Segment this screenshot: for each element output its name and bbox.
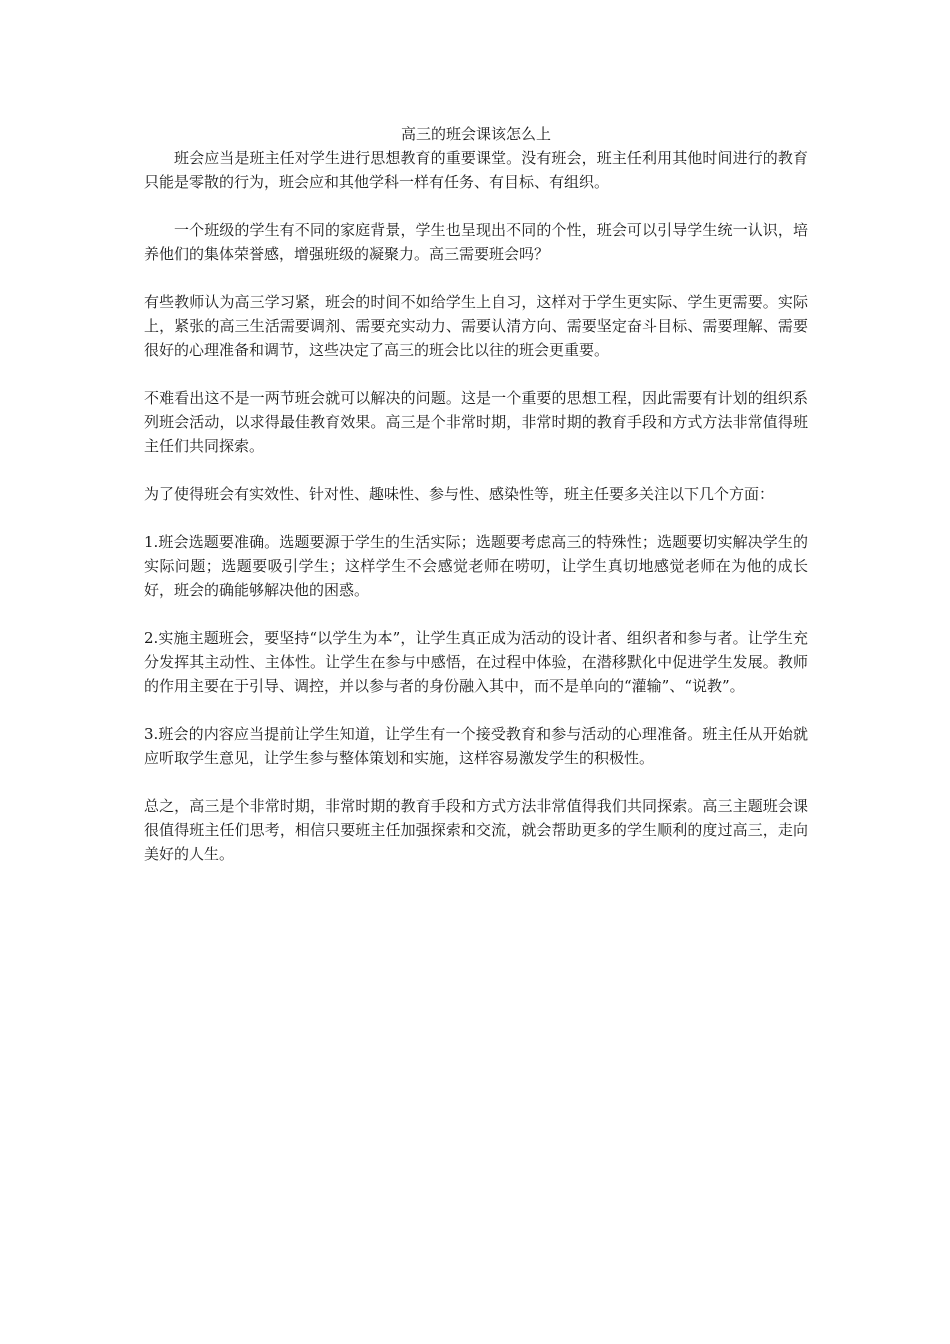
paragraph-6: 1.班会选题要准确。选题要源于学生的生活实际；选题要考虑高三的特殊性；选题要切实解决学生的实际问题；选题要吸引学生；这样学生不会感觉老师在唠叨，让学生真切地感觉老师在为他的成长好，班会的确能够解决他的困惑。 [144, 533, 808, 599]
paragraph-2: 一个班级的学生有不同的家庭背景，学生也呈现出不同的个性，班会可以引导学生统一认识，培养他们的集体荣誉感，增强班级的凝聚力。高三需要班会吗？ [144, 221, 808, 263]
paragraph-4: 不难看出这不是一两节班会就可以解决的问题。这是一个重要的思想工程，因此需要有计划的组织系列班会活动，以求得最佳教育效果。高三是个非常时期，非常时期的教育手段和方式方法非常值得班主任们共同探索。 [144, 389, 808, 455]
paragraph-9: 总之，高三是个非常时期，非常时期的教育手段和方式方法非常值得我们共同探索。高三主题班会课很值得班主任们思考，相信只要班主任加强探索和交流，就会帮助更多的学生顺利的度过高三，走向美好的人生。 [144, 797, 808, 863]
paragraph-5: 为了使得班会有实效性、针对性、趣味性、参与性、感染性等，班主任要多关注以下几个方面： [144, 485, 775, 503]
paragraph-3: 有些教师认为高三学习紧，班会的时间不如给学生上自习，这样对于学生更实际、学生更需要。实际上，紧张的高三生活需要调剂、需要充实动力、需要认清方向、需要坚定奋斗目标、需要理解、需要很好的心理准备和调节，这些决定了高三的班会比以往的班会更重要。 [144, 293, 808, 359]
document-title: 高三的班会课该怎么上 [400, 125, 551, 143]
document-page [144, 122, 808, 890]
paragraph-1: 班会应当是班主任对学生进行思想教育的重要课堂。没有班会，班主任利用其他时间进行的教育只能是零散的行为，班会应和其他学科一样有任务、有目标、有组织。 [144, 149, 808, 191]
paragraph-7: 2.实施主题班会，要坚持“以学生为本”，让学生真正成为活动的设计者、组织者和参与者。让学生充分发挥其主动性、主体性。让学生在参与中感悟，在过程中体验，在潜移默化中促进学生发展。教师的作用主要在于引导、调控，并以参与者的身份融入其中，而不是单向的“灌输”、“说教”。 [144, 629, 808, 695]
paragraph-8: 3.班会的内容应当提前让学生知道，让学生有一个接受教育和参与活动的心理准备。班主任从开始就应听取学生意见，让学生参与整体策划和实施，这样容易激发学生的积极性。 [144, 725, 808, 767]
